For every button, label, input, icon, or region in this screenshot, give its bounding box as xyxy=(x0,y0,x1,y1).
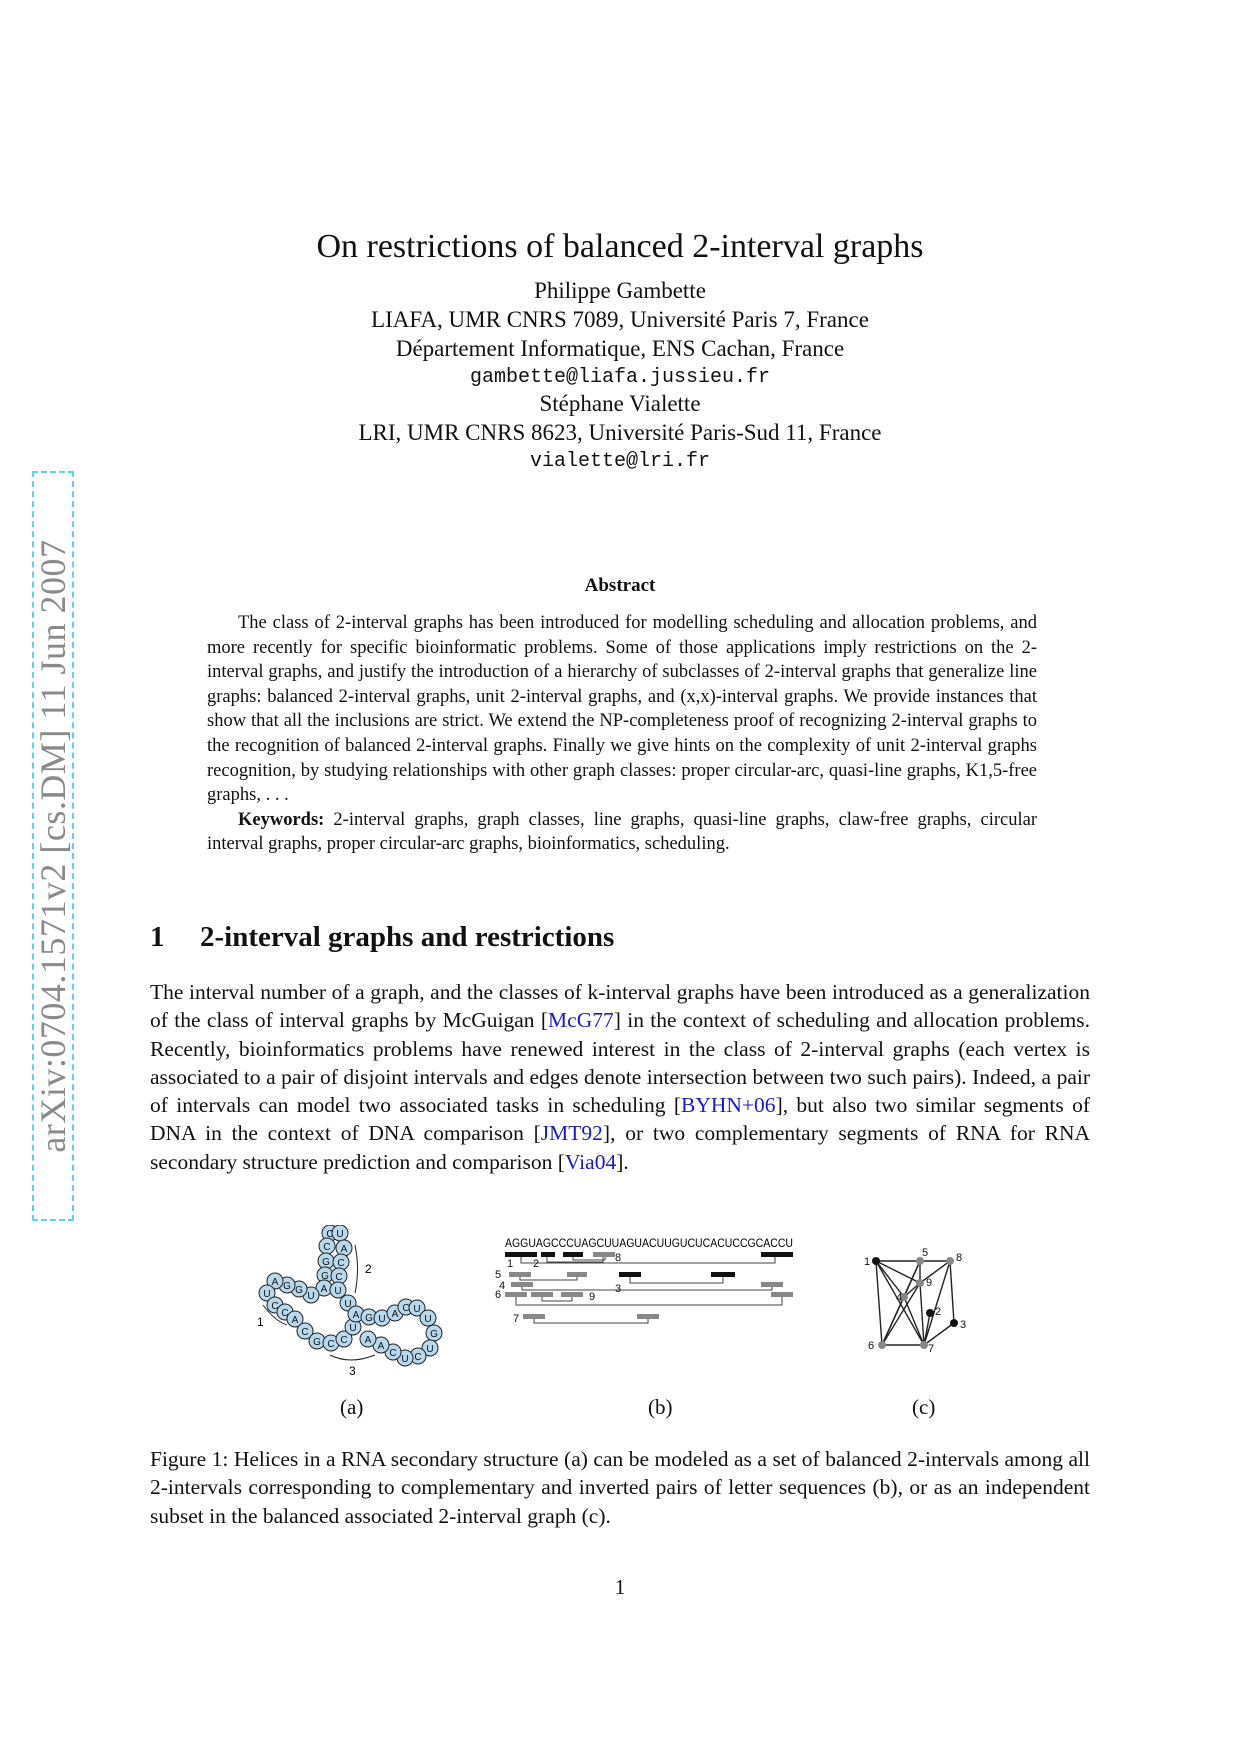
svg-text:C: C xyxy=(301,1327,309,1338)
svg-text:U: U xyxy=(263,1289,271,1300)
svg-text:A: A xyxy=(377,1341,385,1352)
svg-text:U: U xyxy=(413,1304,421,1315)
svg-text:U: U xyxy=(378,1314,386,1325)
svg-text:G: G xyxy=(430,1329,438,1340)
body-text: ], but also two similar segments of DNA in the context of DNA comparison [ xyxy=(150,1093,1090,1146)
svg-text:U: U xyxy=(344,1299,352,1310)
svg-text:U: U xyxy=(426,1344,434,1355)
body-text: ]. xyxy=(616,1149,629,1174)
svg-text:9: 9 xyxy=(926,1277,933,1289)
rna-label-1: 1 xyxy=(257,1315,264,1329)
keywords-label: Keywords: xyxy=(238,809,325,830)
svg-text:G: G xyxy=(321,1271,329,1282)
svg-text:5: 5 xyxy=(495,1269,502,1281)
figure-1 xyxy=(150,1225,1090,1425)
citation-link[interactable]: JMT92 xyxy=(540,1121,603,1146)
rna-sequence: AGGUAGCCCUAGCUUAGUACUUGUCUCACUCCGCACCU xyxy=(505,1238,793,1250)
abstract xyxy=(207,611,1037,857)
subfigure-label-a: (a) xyxy=(340,1395,364,1419)
svg-text:G: G xyxy=(283,1281,291,1292)
interval-connectors xyxy=(516,1257,782,1323)
rna-nucleotides xyxy=(259,1225,442,1366)
author-email[interactable]: gambette@liafa.jussieu.fr xyxy=(469,366,771,389)
svg-text:A: A xyxy=(364,1335,372,1346)
interval-diagram xyxy=(495,1235,805,1355)
svg-text:7: 7 xyxy=(928,1343,935,1355)
abstract-heading: Abstract xyxy=(584,575,656,596)
svg-text:4: 4 xyxy=(896,1292,903,1304)
svg-text:U: U xyxy=(336,1229,344,1240)
body-text: The interval number of a graph, and the classes of k-interval graphs have been introduced as a generalization of the class of interval graphs by McGuigan [ xyxy=(150,980,1090,1033)
svg-text:A: A xyxy=(391,1309,399,1320)
svg-text:C: C xyxy=(271,1301,279,1312)
svg-text:9: 9 xyxy=(589,1291,596,1303)
svg-text:A: A xyxy=(271,1277,279,1288)
black-intervals xyxy=(505,1252,793,1277)
svg-text:C: C xyxy=(414,1352,422,1363)
svg-text:A: A xyxy=(352,1310,360,1321)
svg-text:1: 1 xyxy=(507,1258,514,1270)
svg-text:U: U xyxy=(349,1323,357,1334)
svg-text:2: 2 xyxy=(935,1306,942,1318)
body-text: ], or two complementary segments of RNA for RNA secondary structure prediction and comparison [ xyxy=(150,1121,1091,1174)
page-number: 1 xyxy=(614,1575,626,1599)
svg-text:5: 5 xyxy=(922,1247,929,1259)
svg-text:C: C xyxy=(323,1242,331,1253)
affiliation: LIAFA, UMR CNRS 7089, Université Paris 7, France xyxy=(371,307,869,332)
citation-link[interactable]: McG77 xyxy=(548,1008,614,1033)
citation-link[interactable]: Via04 xyxy=(564,1149,617,1174)
svg-text:C: C xyxy=(402,1303,410,1314)
svg-text:3: 3 xyxy=(960,1319,967,1331)
svg-text:G: G xyxy=(295,1285,303,1296)
svg-text:6: 6 xyxy=(868,1340,875,1352)
figure-caption: Figure 1: Helices in a RNA secondary structure (a) can be modeled as a set of balanced 2-intervals among all 2-intervals corresponding to complementary and inverted pairs of letter sequences (b), or as an independent subset in the balanced associated 2-interval graph (c). xyxy=(150,1447,1090,1528)
svg-text:C: C xyxy=(281,1308,289,1319)
svg-text:8: 8 xyxy=(615,1252,622,1264)
helix-brace-2 xyxy=(355,1245,358,1293)
author-name: Stéphane Vialette xyxy=(539,391,701,416)
svg-text:G: G xyxy=(322,1257,330,1268)
subfigure-label-b: (b) xyxy=(648,1395,673,1419)
svg-text:G: G xyxy=(313,1337,321,1348)
interval-graph xyxy=(860,1225,990,1355)
section-number: 1 xyxy=(150,921,165,953)
svg-text:U: U xyxy=(401,1354,409,1365)
paper-title: On restrictions of balanced 2-interval graphs xyxy=(316,228,924,265)
body-text: ] in the context of scheduling and allocation problems. Recently, bioinformatics problems have renewed interest in the class of 2-interval graphs (each vertex is associated to a pair of disjoint intervals and edges denote intersection between two such pairs). Indeed, a pair of intervals can model two associated tasks in scheduling [ xyxy=(150,1008,1090,1118)
graph-edges xyxy=(876,1261,954,1345)
body-paragraph xyxy=(150,978,1090,1176)
svg-text:3: 3 xyxy=(615,1283,622,1295)
svg-text:C: C xyxy=(335,1272,343,1283)
section-heading xyxy=(150,921,614,954)
svg-text:1: 1 xyxy=(864,1256,871,1268)
svg-text:A: A xyxy=(291,1315,299,1326)
rna-label-3: 3 xyxy=(349,1364,356,1378)
svg-text:A: A xyxy=(340,1244,348,1255)
author-name: Philippe Gambette xyxy=(534,278,706,303)
author-block-2 xyxy=(0,389,1240,476)
svg-text:G: G xyxy=(365,1313,373,1324)
svg-text:U: U xyxy=(424,1314,432,1325)
keywords xyxy=(207,808,1037,857)
svg-text:7: 7 xyxy=(513,1313,520,1325)
author-block-1 xyxy=(0,276,1240,392)
svg-text:4: 4 xyxy=(499,1280,506,1292)
rna-structure-diagram xyxy=(235,1225,475,1415)
affiliation: Département Informatique, ENS Cachan, France xyxy=(395,336,845,361)
svg-text:A: A xyxy=(320,1284,328,1295)
svg-text:C: C xyxy=(327,1339,335,1350)
svg-text:C: C xyxy=(337,1258,345,1269)
subfigure-label-c: (c) xyxy=(912,1395,936,1419)
arxiv-stamp: arXiv:0704.1571v2 [cs.DM] 11 Jun 2007 xyxy=(32,471,74,1221)
svg-text:U: U xyxy=(334,1286,342,1297)
svg-text:2: 2 xyxy=(533,1258,540,1270)
citation-link[interactable]: BYHN+06 xyxy=(681,1093,776,1118)
svg-text:C: C xyxy=(389,1348,397,1359)
abstract-text: The class of 2-interval graphs has been introduced for modelling scheduling and allocation problems, and more recently for specific bioinformatic problems. Some of those applications imply restrictions on the 2-interval graphs, and justify the introduction of a hierarchy of subclasses of 2-interval graphs that generalize line graphs: balanced 2-interval graphs, unit 2-interval graphs, and (x,x)-interval graphs. We provide instances that show that all the inclusions are strict. We extend the NP-completeness proof of recognizing 2-interval graphs to the recognition of balanced 2-interval graphs. Finally we give hints on the complexity of unit 2-interval graphs recognition, by studying relationships with other graph classes: proper circular-arc, quasi-line graphs, K1,5-free graphs, . . . xyxy=(207,613,1037,806)
svg-text:U: U xyxy=(307,1291,315,1302)
affiliation: LRI, UMR CNRS 8623, Université Paris-Sud 11, France xyxy=(358,420,882,445)
rna-label-2: 2 xyxy=(365,1262,372,1276)
svg-text:6: 6 xyxy=(495,1289,502,1301)
author-email[interactable]: vialette@lri.fr xyxy=(529,450,711,473)
svg-text:C: C xyxy=(326,1229,334,1240)
svg-text:C: C xyxy=(340,1335,348,1346)
section-title: 2-interval graphs and restrictions xyxy=(200,921,615,953)
helix-brace-3 xyxy=(330,1355,375,1360)
keywords-list: 2-interval graphs, graph classes, line graphs, quasi-line graphs, claw-free graphs, circular interval graphs, proper circular-arc graphs, bioinformatics, scheduling. xyxy=(207,809,1037,855)
svg-text:8: 8 xyxy=(956,1252,963,1264)
